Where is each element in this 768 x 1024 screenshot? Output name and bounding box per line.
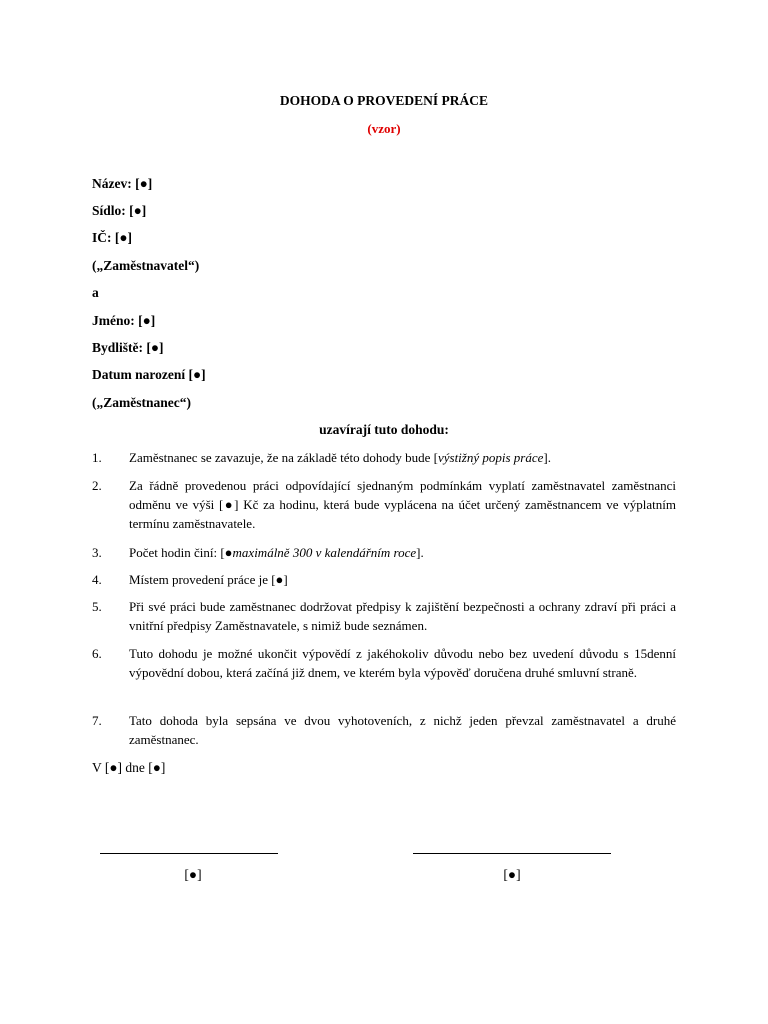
clause-3 bbox=[92, 543, 676, 562]
employer-ico: IČ: [●] bbox=[92, 230, 133, 245]
employee-birthdate: Datum narození [●] bbox=[92, 367, 206, 382]
clause-7 bbox=[92, 711, 676, 749]
document-title: DOHODA O PROVEDENÍ PRÁCE bbox=[279, 93, 489, 108]
clause-text: Místem provedení práce je [●] bbox=[129, 572, 288, 587]
clause-1 bbox=[92, 448, 676, 467]
employee-signature-line bbox=[413, 853, 611, 854]
clause-text: Tuto dohodu je možné ukončit výpovědí z jakéhokoliv důvodu nebo bez uvedení důvodu s 15denní výpovědní dobou, která začíná již dnem, ve kterém byla výpověď doručena druhé smluvní straně. bbox=[129, 646, 676, 680]
employer-name: Název: [●] bbox=[92, 176, 153, 191]
employer-seat: Sídlo: [●] bbox=[92, 203, 147, 218]
employee-role: („Zaměstnanec“) bbox=[92, 395, 191, 410]
clause-text: Za řádně provedenou práci odpovídající sjednaným podmínkám vyplatí zaměstnavatel zaměstnanci odměnu ve výši [●] Kč za hodinu, která bude vyplácena na účet určený zaměstnancem ve výplatním termínu zaměstnavatele. bbox=[129, 478, 676, 531]
employee-residence: Bydliště: [●] bbox=[92, 340, 164, 355]
clause-number: 7. bbox=[92, 713, 102, 728]
clause-number: 3. bbox=[92, 545, 102, 560]
employer-signature-line bbox=[100, 853, 278, 854]
document-subtitle: (vzor) bbox=[367, 121, 401, 136]
clause-number: 5. bbox=[92, 599, 102, 614]
clause-2 bbox=[92, 476, 676, 533]
clause-text: Počet hodin činí: [●maximálně 300 v kalendářním roce]. bbox=[129, 545, 424, 560]
clause-number: 4. bbox=[92, 572, 102, 587]
clause-6 bbox=[92, 644, 676, 682]
clause-4 bbox=[92, 570, 676, 589]
clause-text: Tato dohoda byla sepsána ve dvou vyhotoveních, z nichž jeden převzal zaměstnavatel a druhé zaměstnanec. bbox=[129, 713, 676, 747]
clause-number: 2. bbox=[92, 478, 102, 493]
employee-signature-name: [●] bbox=[503, 867, 521, 882]
clause-text: Zaměstnanec se zavazuje, že na základě této dohody bude [výstižný popis práce]. bbox=[129, 450, 551, 465]
clause-text: Při své práci bude zaměstnanec dodržovat předpisy k zajištění bezpečnosti a ochrany zdraví při práci a vnitřní předpisy Zaměstnavatele, s nimiž bude seznámen. bbox=[129, 599, 676, 633]
conjunction: a bbox=[92, 285, 99, 300]
place-and-date: V [●] dne [●] bbox=[92, 760, 166, 775]
clause-number: 6. bbox=[92, 646, 102, 661]
clause-5 bbox=[92, 597, 676, 635]
agreement-heading: uzavírají tuto dohodu: bbox=[319, 422, 449, 437]
employee-name: Jméno: [●] bbox=[92, 313, 156, 328]
employer-role: („Zaměstnavatel“) bbox=[92, 258, 200, 273]
clause-number: 1. bbox=[92, 450, 102, 465]
employer-signature-name: [●] bbox=[184, 867, 202, 882]
